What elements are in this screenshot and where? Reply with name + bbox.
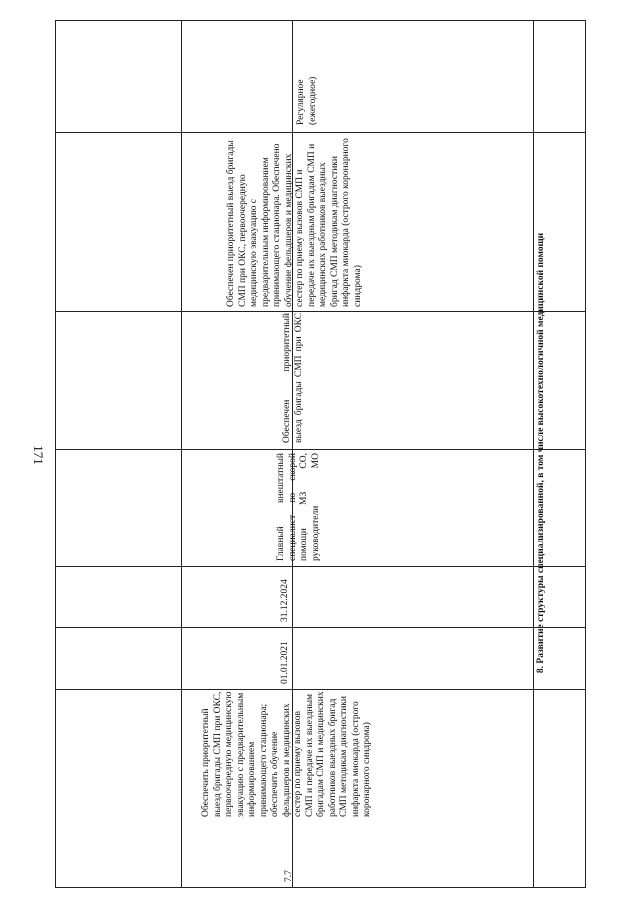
responsible-cell bbox=[181, 449, 321, 566]
measures-table bbox=[55, 20, 586, 888]
start-date-text: 01.01.2021 bbox=[280, 641, 290, 684]
end-date-cell bbox=[280, 566, 533, 627]
indicator-text: Обеспечен приоритетный выезд бригады СМП при ОКС, первоочередную медицинскую эвакуацию с предварительным информированием принимающего стационара. Обеспечено обучение фельдшеров и медицинских сестер по приему вызовов СМП и передаче их выездным бригадам СМП и медицинских работников выездных бригад СМП методикам диагностики инфаркта миокарда (острого коронарного синдрома) bbox=[226, 138, 363, 307]
grid-line bbox=[56, 449, 585, 450]
start-date-cell bbox=[280, 627, 533, 689]
result-cell bbox=[282, 311, 533, 449]
row-number-text: 7.7 bbox=[284, 870, 294, 882]
page-number: 171 bbox=[31, 445, 46, 465]
section-heading: 8. Развитие структуры специализированной, в том числе высокотехнологичной медицинской помощи bbox=[536, 232, 546, 674]
indicator-cell bbox=[181, 132, 363, 311]
responsible-text: Главный внештатный специалист по скорой помощи МЗ СО, руководители МО bbox=[276, 453, 321, 561]
result-text: Обеспечен приоритетный выезд бригады СМП при ОКС bbox=[282, 313, 304, 443]
grid-line bbox=[56, 132, 585, 133]
measure-cell bbox=[181, 689, 372, 889]
section-heading-cell bbox=[533, 21, 587, 889]
measure-text: Обеспечить приоритетный выезд бригады СМП при ОКС, первоочередную медицинскую эвакуацию с предварительным информированием принимающего стационара; обеспечить обучение фельдшеров и медицинских сестер по приему вызовов СМП и передаче их выездным бригадам СМП и медицинских работников выездных бригад СМП методикам диагностики инфаркта миокарда (острого коронарного синдрома) bbox=[201, 691, 372, 817]
frequency-text: Регулярное (ежегодное) bbox=[296, 76, 318, 125]
frequency-cell bbox=[292, 21, 533, 132]
grid-line bbox=[56, 689, 585, 690]
end-date-text: 31.12.2024 bbox=[280, 579, 290, 622]
row-number-cell bbox=[284, 856, 322, 889]
